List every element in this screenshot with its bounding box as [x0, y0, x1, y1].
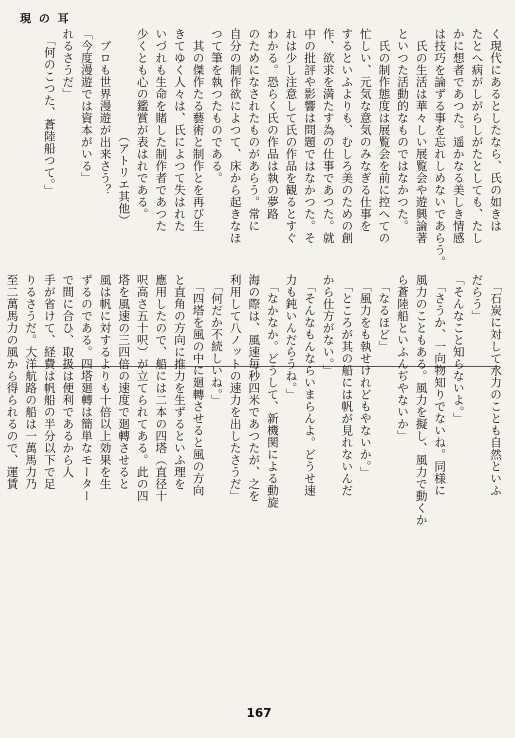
text-column: く現代にあるとしたなら、氏の如きは: [489, 28, 503, 232]
running-header: 現 の 耳: [20, 12, 71, 25]
text-column: 風は帆に対するよりも十倍以上効果を生: [98, 274, 113, 490]
text-column: 中の批評や影響は問題ではなかつた。そ: [303, 28, 318, 244]
text-column: と直角の方向に推力を生ずるといふ理を: [172, 274, 187, 490]
text-column: 塔を風速の三四倍の速度で廻轉させると: [117, 274, 132, 490]
text-column: ら蒼陸船といふんぢやないか」: [396, 274, 411, 442]
text-column: ブロも世界漫遊が出来さう？: [98, 28, 113, 196]
text-column: 少くとも心の鑑賞が表はれである。: [135, 28, 150, 220]
text-column: 氏の生活は華々しい展覧会や遊興論著: [414, 28, 429, 244]
text-column: れは少し注意して氏の作品を観るとすぐ: [284, 28, 299, 244]
text-column: りるさうだ。大洋航路の船は一萬馬力乃: [24, 274, 39, 490]
text-column: 手が省けて、経費は帆船の半分以下で足: [42, 274, 57, 490]
text-column: たとへ病がしがらしがたとしても、たし: [470, 28, 485, 244]
text-column: ずるのである。四塔廻轉は簡単なモーター: [79, 274, 94, 502]
text-column: だらう」: [470, 274, 485, 322]
text-column: 忙しい、元気な意気のみなぎる仕事を: [358, 28, 373, 232]
text-column: 自分の制作欲によつて、床から起きなほ: [228, 28, 243, 244]
text-column: わかる。恐らく氏の作品は執の夢路: [265, 28, 280, 220]
text-column: 「そんなこと知らないよ。」: [451, 274, 466, 425]
text-column: つて筆を執つたものである。: [210, 28, 225, 184]
text-column: いづれも生命を賭した制作者であつた: [154, 28, 169, 232]
text-column: といつた活動的なものではなかつた。: [396, 28, 411, 232]
text-column: 「風力をも執せけれどもやないか。」: [358, 274, 373, 479]
text-column: 氏の制作態度は展覧会を前に控へての: [377, 28, 392, 244]
text-column: 「そんなもんならいまらんよ。どうせ速: [303, 274, 318, 497]
text-column: から仕方がない。」: [321, 274, 336, 377]
text-column: 力も鈍いんだらうね。」: [284, 274, 299, 401]
text-column: 「何のこつた、蒼陸船つて。」: [42, 28, 57, 197]
text-column: 風力のこともある。風力を擬し、風力で動くか: [414, 274, 429, 526]
text-column: れるさうだ」: [61, 28, 76, 100]
text-column: 「なかなか。どうして、新機関による動旋: [265, 274, 280, 509]
text-column: 至二萬馬力の風から得られるので、運賃: [5, 274, 20, 490]
text-column: [0, 274, 1, 454]
text-column: で間に合ひ、取扱は便利であるから人: [61, 274, 76, 478]
text-column: かに想者であつた。遥かなる美しき情感: [451, 28, 466, 244]
text-column: 作、欲求を満たす為の仕事であつた。就: [321, 28, 336, 244]
text-column: するといふよりも、むしろ美のための創: [340, 28, 355, 244]
text-column: 其の傑作たる藝術と制作とを再び生: [191, 28, 206, 232]
text-column: 「今度漫遊では資本がいる」: [79, 28, 94, 184]
text-column: 海の際は、風速毎秒四米であつたが、之を: [247, 274, 262, 502]
text-column: のためになされたものがあらう。常に: [247, 28, 262, 232]
text-column: 利用して八ノットの速力を出したさうだ」: [228, 274, 243, 502]
text-column: 「さうか、一向物知りでないね。同様に: [433, 274, 448, 497]
text-column: は技巧を論ずる事を忘れしめないであらう。: [433, 28, 448, 268]
page-number: 167: [246, 706, 272, 720]
lower-text-block: [5, 274, 505, 634]
text-column: 呎高さ五十呎）が立てられてある。此の四: [135, 274, 150, 502]
text-column: 應用したので、船には二本の四塔（直径十: [154, 274, 169, 502]
text-column: きてゆく人々は、氏によつて失はれた: [172, 28, 187, 232]
text-column: 「何だか不続しいね。」: [210, 274, 225, 407]
text-column: 「ところが其の船には帆が見れないんだ: [340, 274, 355, 497]
text-column: （アトリエ其他）: [117, 28, 132, 227]
text-column: 「石炭に対して水力のことも自然といふ: [489, 274, 503, 497]
text-column: 「四塔を風の中に廻轉させると風の方向: [191, 274, 206, 497]
text-column: 「なるほど」: [377, 274, 392, 353]
